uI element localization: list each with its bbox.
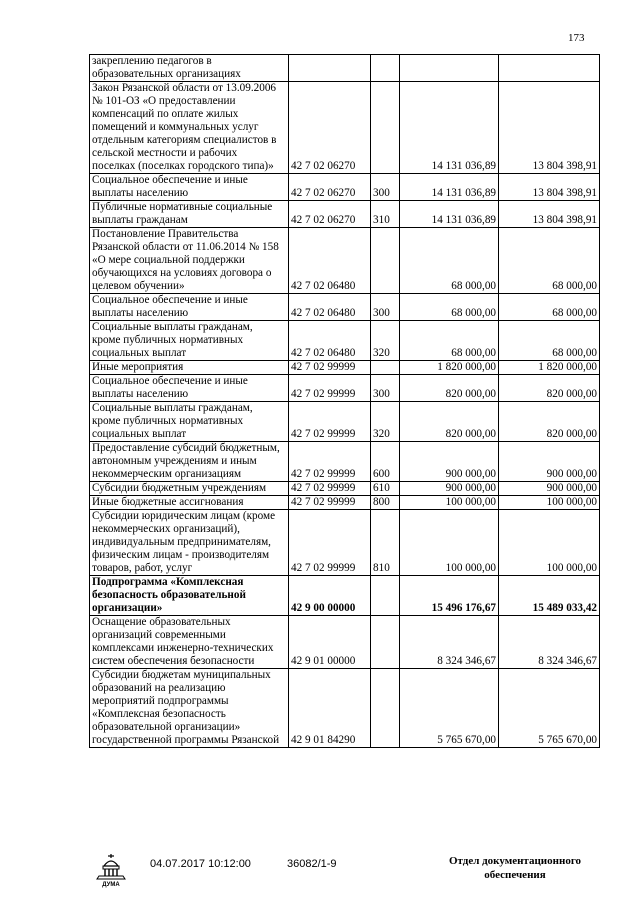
footer-department: [440, 854, 590, 882]
budget-table-body: [90, 55, 600, 748]
cell-target-article-text: 42 7 02 99999: [291, 482, 356, 494]
cell-name-text: Социальное обеспечение и иные выплаты населению: [92, 294, 248, 319]
cell-amount-actual: [499, 576, 600, 616]
cell-expense-type: [371, 510, 400, 576]
table-row: [90, 496, 600, 510]
cell-name-text: Постановление Правительства Рязанской области от 11.06.2014 № 158 «О мере социальной поддержки обучающихся на условиях договора о целевом обучении»: [92, 228, 279, 292]
cell-expense-type: [371, 201, 400, 228]
footer-timestamp: 04.07.2017 10:12:00: [150, 858, 251, 870]
cell-amount-plan-text: 820 000,00: [445, 428, 496, 440]
cell-amount-actual: [499, 482, 600, 496]
table-row: [90, 82, 600, 174]
cell-name-text: Иные мероприятия: [92, 361, 184, 373]
duma-logo-icon: [95, 852, 127, 888]
table-row: [90, 321, 600, 361]
cell-target-article-text: 42 7 02 06480: [291, 347, 356, 359]
cell-expense-type-text: 610: [373, 482, 390, 494]
cell-target-article: [289, 361, 371, 375]
cell-amount-plan: [400, 55, 499, 82]
cell-name-text: Субсидии бюджетным учреждениям: [92, 482, 267, 494]
cell-amount-plan-text: 820 000,00: [445, 388, 496, 400]
cell-target-article: [289, 201, 371, 228]
cell-expense-type: [371, 576, 400, 616]
footer-registration-number: 36082/1-9: [287, 858, 337, 870]
cell-amount-actual-text: 15 489 033,42: [532, 602, 597, 614]
table-row: [90, 361, 600, 375]
table-row: [90, 174, 600, 201]
cell-name: [90, 669, 289, 748]
cell-expense-type: [371, 82, 400, 174]
cell-expense-type: [371, 321, 400, 361]
table-row: [90, 201, 600, 228]
cell-amount-actual-text: 68 000,00: [552, 307, 597, 319]
cell-name: [90, 510, 289, 576]
cell-name: [90, 496, 289, 510]
cell-amount-actual: [499, 174, 600, 201]
cell-target-article: [289, 616, 371, 669]
cell-target-article-text: 42 7 02 99999: [291, 562, 356, 574]
cell-amount-actual: [499, 496, 600, 510]
cell-target-article-text: 42 7 02 06270: [291, 187, 356, 199]
cell-target-article-text: 42 7 02 99999: [291, 361, 356, 373]
table-row: [90, 294, 600, 321]
cell-name-text: Иные бюджетные ассигнования: [92, 496, 244, 508]
cell-target-article: [289, 496, 371, 510]
cell-target-article-text: 42 7 02 06480: [291, 280, 356, 292]
cell-name-text: закреплению педагогов в образовательных организациях: [92, 55, 241, 80]
cell-amount-actual-text: 820 000,00: [546, 428, 597, 440]
cell-name: [90, 82, 289, 174]
cell-expense-type: [371, 174, 400, 201]
cell-amount-actual: [499, 442, 600, 482]
cell-expense-type: [371, 669, 400, 748]
cell-amount-actual-text: 13 804 398,91: [532, 160, 597, 172]
cell-amount-actual: [499, 201, 600, 228]
cell-target-article-text: 42 7 02 99999: [291, 496, 356, 508]
cell-target-article-text: 42 7 02 99999: [291, 428, 356, 440]
table-row: [90, 442, 600, 482]
cell-name: [90, 55, 289, 82]
cell-target-article: [289, 174, 371, 201]
cell-name: [90, 201, 289, 228]
cell-amount-actual: [499, 616, 600, 669]
cell-name: [90, 321, 289, 361]
cell-expense-type-text: 310: [373, 214, 390, 226]
cell-name: [90, 228, 289, 294]
cell-target-article-text: 42 9 01 00000: [291, 655, 356, 667]
cell-name-text: Социальное обеспечение и иные выплаты населению: [92, 375, 248, 400]
cell-expense-type-text: 810: [373, 562, 390, 574]
cell-amount-plan: [400, 576, 499, 616]
table-row: [90, 576, 600, 616]
cell-name-text: Подпрограмма «Комплексная безопасность образовательной организации»: [92, 576, 246, 614]
cell-expense-type: [371, 55, 400, 82]
cell-amount-plan-text: 8 324 346,67: [437, 655, 496, 667]
cell-amount-plan-text: 14 131 036,89: [431, 187, 496, 199]
cell-name: [90, 174, 289, 201]
cell-amount-plan: [400, 375, 499, 402]
cell-name-text: Закон Рязанской области от 13.09.2006 № 101-ОЗ «О предоставлении компенсаций по оплате жилых помещений и коммунальных услуг отдельным категориям специалистов в сельской местности и рабочих поселках (поселках городского типа)»: [92, 82, 277, 172]
cell-target-article-text: 42 7 02 06270: [291, 214, 356, 226]
cell-target-article-text: 42 9 00 00000: [291, 602, 356, 614]
cell-target-article-text: 42 7 02 99999: [291, 388, 356, 400]
table-row: [90, 55, 600, 82]
table-row: [90, 510, 600, 576]
cell-name: [90, 482, 289, 496]
cell-amount-plan-text: 5 765 670,00: [437, 734, 496, 746]
cell-name-text: Субсидии бюджетам муниципальных образований на реализацию мероприятий подпрограммы «Комплексная безопасность образовательной организации» государственной программы Рязанской: [92, 669, 280, 746]
cell-amount-actual: [499, 669, 600, 748]
cell-amount-plan-text: 68 000,00: [451, 307, 496, 319]
budget-table: [89, 54, 600, 748]
cell-expense-type: [371, 228, 400, 294]
footer-department-label: Отдел документационного обеспечения: [448, 855, 582, 881]
cell-expense-type-text: 320: [373, 428, 390, 440]
cell-amount-actual-text: 68 000,00: [552, 280, 597, 292]
cell-name: [90, 442, 289, 482]
cell-amount-plan-text: 68 000,00: [451, 280, 496, 292]
cell-amount-plan-text: 100 000,00: [445, 562, 496, 574]
cell-expense-type-text: 300: [373, 307, 390, 319]
cell-expense-type-text: 300: [373, 388, 390, 400]
table-row: [90, 616, 600, 669]
cell-target-article: [289, 82, 371, 174]
cell-amount-plan: [400, 402, 499, 442]
cell-target-article: [289, 402, 371, 442]
cell-amount-actual-text: 5 765 670,00: [538, 734, 597, 746]
cell-amount-plan: [400, 82, 499, 174]
cell-expense-type: [371, 361, 400, 375]
cell-amount-actual: [499, 55, 600, 82]
cell-expense-type: [371, 402, 400, 442]
cell-amount-plan: [400, 174, 499, 201]
cell-name-text: Оснащение образовательных организаций современными комплексами инженерно-технических систем обеспечения безопасности: [92, 616, 274, 667]
cell-amount-actual-text: 8 324 346,67: [538, 655, 597, 667]
cell-amount-actual-text: 1 820 000,00: [538, 361, 597, 373]
cell-amount-actual-text: 100 000,00: [546, 562, 597, 574]
cell-amount-plan: [400, 442, 499, 482]
cell-amount-plan: [400, 496, 499, 510]
table-row: [90, 402, 600, 442]
cell-target-article-text: 42 7 02 06480: [291, 307, 356, 319]
cell-amount-actual: [499, 402, 600, 442]
cell-name: [90, 576, 289, 616]
cell-amount-plan-text: 900 000,00: [445, 468, 496, 480]
cell-amount-plan-text: 900 000,00: [445, 482, 496, 494]
cell-amount-actual: [499, 228, 600, 294]
cell-target-article: [289, 510, 371, 576]
cell-target-article: [289, 321, 371, 361]
cell-amount-plan: [400, 201, 499, 228]
cell-amount-actual: [499, 510, 600, 576]
cell-amount-actual-text: 100 000,00: [546, 496, 597, 508]
cell-name-text: Социальные выплаты гражданам, кроме публичных нормативных социальных выплат: [92, 321, 253, 359]
cell-amount-plan: [400, 482, 499, 496]
cell-expense-type: [371, 496, 400, 510]
cell-amount-actual-text: 900 000,00: [546, 482, 597, 494]
cell-amount-actual-text: 900 000,00: [546, 468, 597, 480]
cell-expense-type-text: 300: [373, 187, 390, 199]
cell-name-text: Предоставление субсидий бюджетным, автономным учреждениям и иным некоммерческим организациям: [92, 442, 280, 480]
cell-name-text: Публичные нормативные социальные выплаты гражданам: [92, 201, 273, 226]
cell-expense-type-text: 320: [373, 347, 390, 359]
cell-target-article: [289, 669, 371, 748]
cell-amount-actual: [499, 321, 600, 361]
cell-expense-type: [371, 442, 400, 482]
cell-amount-actual-text: 820 000,00: [546, 388, 597, 400]
cell-expense-type: [371, 375, 400, 402]
table-row: [90, 228, 600, 294]
table-row: [90, 669, 600, 748]
cell-amount-plan: [400, 228, 499, 294]
cell-expense-type-text: 800: [373, 496, 390, 508]
cell-amount-plan: [400, 510, 499, 576]
cell-amount-actual-text: 13 804 398,91: [532, 214, 597, 226]
cell-amount-plan-text: 15 496 176,67: [431, 602, 496, 614]
cell-amount-actual: [499, 361, 600, 375]
cell-expense-type-text: 600: [373, 468, 390, 480]
cell-amount-plan-text: 14 131 036,89: [431, 160, 496, 172]
table-row: [90, 482, 600, 496]
cell-name-text: Социальные выплаты гражданам, кроме публичных нормативных социальных выплат: [92, 402, 253, 440]
cell-amount-actual: [499, 82, 600, 174]
cell-amount-plan-text: 1 820 000,00: [437, 361, 496, 373]
cell-target-article-text: 42 7 02 99999: [291, 468, 356, 480]
cell-target-article: [289, 482, 371, 496]
cell-target-article: [289, 442, 371, 482]
cell-amount-plan: [400, 361, 499, 375]
table-row: [90, 375, 600, 402]
cell-amount-plan: [400, 294, 499, 321]
cell-amount-plan: [400, 616, 499, 669]
cell-amount-actual: [499, 375, 600, 402]
cell-name: [90, 294, 289, 321]
cell-amount-plan-text: 100 000,00: [445, 496, 496, 508]
cell-target-article: [289, 294, 371, 321]
cell-target-article: [289, 375, 371, 402]
cell-amount-actual: [499, 294, 600, 321]
cell-amount-actual-text: 13 804 398,91: [532, 187, 597, 199]
cell-amount-plan-text: 68 000,00: [451, 347, 496, 359]
cell-expense-type: [371, 482, 400, 496]
page-number: 173: [568, 32, 585, 44]
cell-amount-plan: [400, 669, 499, 748]
logo-lettering: ДУМА: [102, 882, 120, 888]
cell-amount-plan-text: 14 131 036,89: [431, 214, 496, 226]
cell-name: [90, 361, 289, 375]
cell-amount-actual-text: 68 000,00: [552, 347, 597, 359]
cell-name-text: Социальное обеспечение и иные выплаты населению: [92, 174, 248, 199]
cell-target-article-text: 42 9 01 84290: [291, 734, 356, 746]
cell-expense-type: [371, 294, 400, 321]
cell-name: [90, 402, 289, 442]
cell-name-text: Субсидии юридическим лицам (кроме некоммерческих организаций), индивидуальным предпринимателям, физическим лицам - производителям товаров, работ, услуг: [92, 510, 276, 574]
cell-name: [90, 375, 289, 402]
cell-amount-plan: [400, 321, 499, 361]
cell-target-article-text: 42 7 02 06270: [291, 160, 356, 172]
cell-target-article: [289, 228, 371, 294]
cell-name: [90, 616, 289, 669]
cell-target-article: [289, 576, 371, 616]
cell-expense-type: [371, 616, 400, 669]
cell-target-article: [289, 55, 371, 82]
